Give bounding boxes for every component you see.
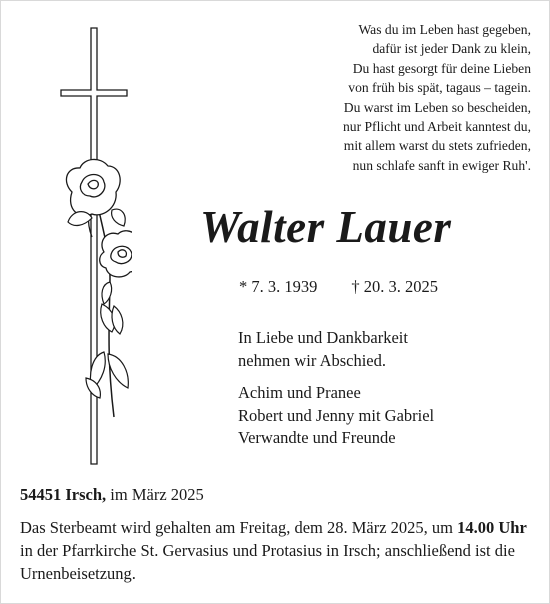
service-time: 14.00 Uhr [457, 518, 527, 537]
mourner-line: Verwandte und Freunde [238, 428, 396, 447]
farewell-line: nehmen wir Abschied. [238, 350, 387, 370]
life-dates [239, 276, 438, 298]
mourners-list [238, 382, 434, 450]
poem-line: dafür ist jeder Dank zu klein, [372, 41, 531, 57]
poem-line: Du hast gesorgt für deine Lieben [352, 60, 531, 76]
poem-line: Du warst im Leben so bescheiden, [343, 99, 531, 115]
poem-line: von früh bis spät, tagaus – tagein. [348, 80, 531, 96]
cross-with-roses-icon [52, 22, 132, 470]
notice-part-1: Das Sterbeamt wird gehalten am Freitag, dem 28. März 2025, um [20, 518, 458, 537]
farewell-line: In Liebe und Dankbarkeit [238, 328, 408, 347]
mourner-line: Achim und Pranee [238, 383, 361, 402]
poem-line: mit allem warst du stets zufrieden, [343, 138, 531, 154]
death-date: † 20. 3. 2025 [351, 277, 438, 296]
deceased-name: Walter Lauer [200, 202, 452, 252]
mourner-line: Robert und Jenny mit Gabriel [238, 405, 435, 425]
date: im März 2025 [106, 485, 204, 504]
birth-date: * 7. 3. 1939 [239, 277, 318, 296]
notice-part-2: in der Pfarrkirche St. Gervasius und Protasius in Irsch; anschließend ist die Urnenbeisetzung. [20, 541, 515, 583]
poem [231, 20, 531, 175]
service-notice [20, 516, 540, 585]
poem-line: nun schlafe sanft in ewiger Ruh'. [352, 157, 531, 173]
poem-line: Was du im Leben hast gegeben, [358, 22, 531, 37]
poem-line: nur Pflicht und Arbeit kanntest du, [342, 119, 531, 135]
place-and-date [20, 484, 204, 506]
place: 54451 Irsch, [20, 485, 107, 504]
farewell-text [238, 327, 408, 372]
